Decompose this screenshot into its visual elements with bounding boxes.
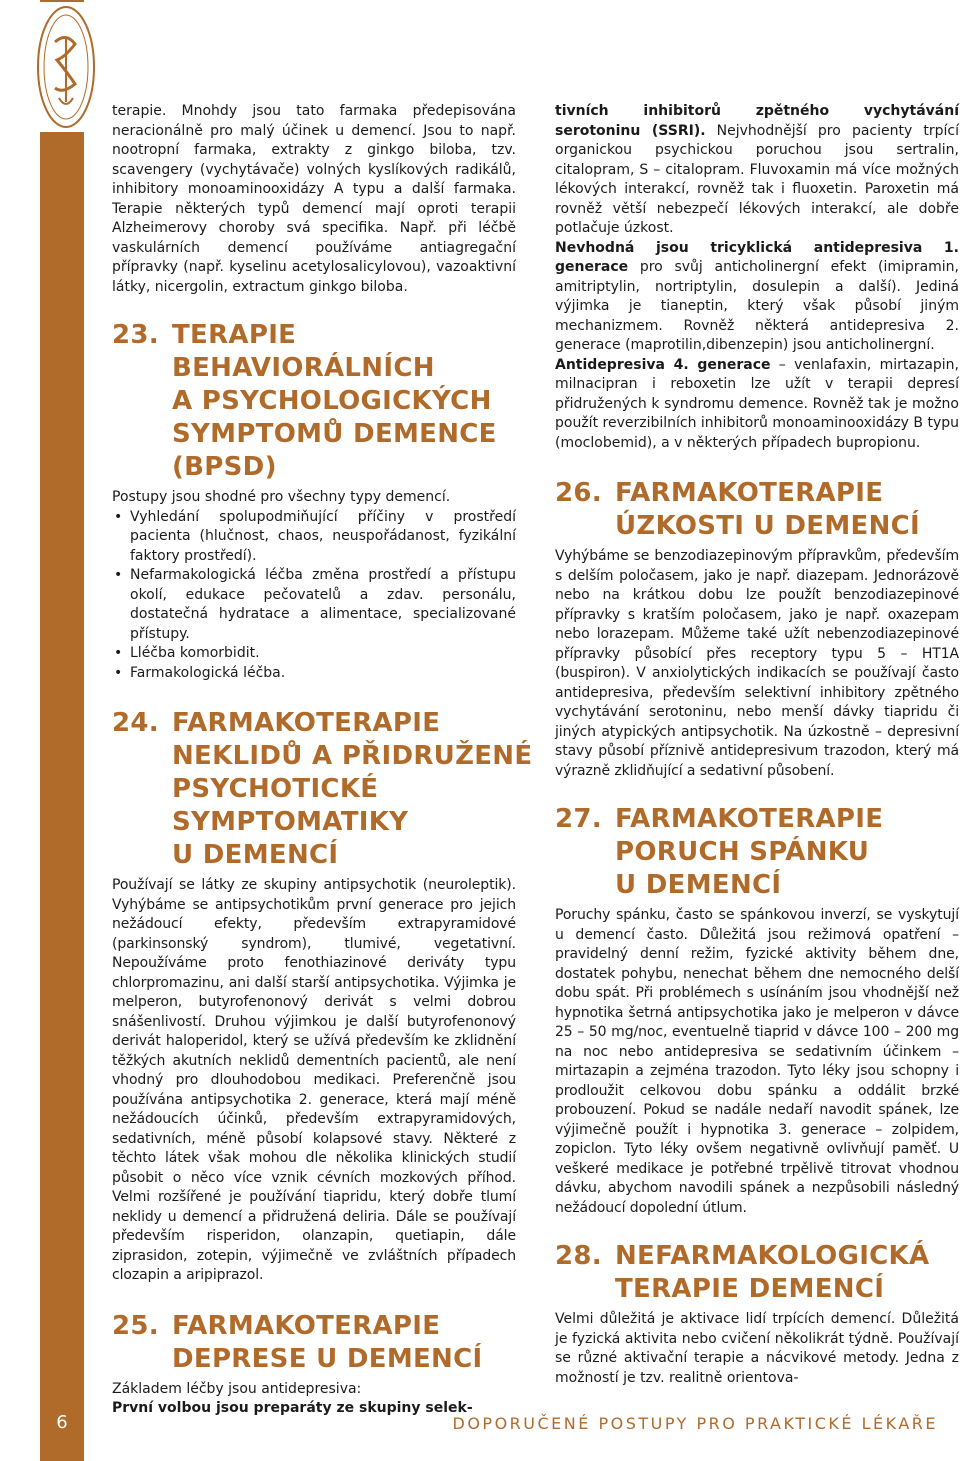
section-27-heading [555,803,959,902]
section-24-title-line: PSYCHOTICKÉ [172,774,379,804]
right-column [555,102,959,1388]
footer-title: DOPORUČENÉ POSTUPY PRO PRAKTICKÉ LÉKAŘE [452,1414,938,1433]
section-23-intro: Postupy jsou shodné pro všechny typy demencí. [112,489,451,505]
section-23-list [112,508,516,684]
ssri-paragraph [555,102,959,239]
ad4-bold: Antidepresiva 4. generace [555,356,771,373]
tca-bold: Nevhodná jsou tricyklická antidepresiva 1. generace [555,239,959,275]
list-item: • Vyhledání spolupodmiňující příčiny v prostředí pacienta (hlučnost, chaos, neuspořádanost, fyzikální faktory prostředí). [112,508,516,567]
section-24-title-line: NEKLIDŮ A PŘIDRUŽENÉ [172,741,533,771]
section-27-title-line: PORUCH SPÁNKU [615,837,870,867]
section-25-title-line: FARMAKOTERAPIE [172,1310,441,1341]
section-26-title-line: ÚZKOSTI U DEMENCÍ [615,511,920,541]
section-24-number: 24. [112,708,159,738]
section-28-heading [555,1240,959,1306]
section-23-number: 23. [112,320,159,350]
intro-paragraph: terapie. Mnohdy jsou tato farmaka předepisována neracionálně pro malý účinek u demencí. Jsou to např. nootropní farmaka, extrakty z ginkgo biloba, tzv. scavengery (vychytávače) volných kyslíkových radikálů, inhibitory monoaminooxidázy A typu a další farmaka. Terapie některých typů demencí mají oproti terapii Alzheimerovy choroby svá specifika. Např. při léčbě vaskulárních demencí používáme antiagregační přípravky (např. kyselinu acetylosalicylovou), vazoaktivní látky, nicergolin, extractum ginkgo biloba. [112,103,516,295]
section-24-title-line: FARMAKOTERAPIE [172,708,441,738]
section-26-heading [555,477,959,543]
section-24-title-line: SYMPTOMATIKY [172,807,409,837]
tca-paragraph [555,239,959,356]
section-24-heading [112,707,533,872]
section-25-title-line: DEPRESE U DEMENCÍ [172,1343,483,1374]
section-25-heading [112,1310,516,1376]
ad4-paragraph [555,356,959,454]
section-27-title-line: U DEMENCÍ [615,870,782,900]
section-23-title-line: (BPSD) [172,452,277,482]
section-28-number: 28. [555,1241,602,1271]
section-23-heading [112,319,516,484]
section-23-title-line: BEHAVIORÁLNÍCH [172,353,435,383]
section-26-title-line: FARMAKOTERAPIE [615,478,884,508]
section-28-title-line: TERAPIE DEMENCÍ [615,1274,885,1304]
list-item: • Nefarmakologická léčba změna prostředí a přístupu okolí, edukace pečovatelů a zdav. personálu, dostatečná hydratace a alimentace, specializované přístupy. [112,566,516,644]
ssri-text: Nejvhodnější pro pacienty trpící organickou psychickou poruchou jsou sertralin, citalopram, S – citalopram. Fluvoxamin má více možných lékových interakcí, rovněž tak i fluoxetin. Paroxetin má rovněž větší nebezpečí lékových interakcí, ale dobře potlačuje úzkost. [555,122,959,236]
section-25-number: 25. [112,1310,159,1341]
society-logo [35,2,97,132]
section-23-title-line: SYMPTOMŮ DEMENCE [172,419,497,449]
societas-medicinae-generalis-seal-icon [35,2,97,132]
page-number: 6 [56,1412,68,1433]
list-item: • Farmakologická léčba. [112,664,516,684]
section-23-title-line: A PSYCHOLOGICKÝCH [172,386,492,416]
section-23-title-line: TERAPIE [172,320,297,350]
section-26-text: Vyhýbáme se benzodiazepinovým přípravkům, především s delším poločasem, jako je např. diazepam. Jednorázově nebo na krátkou dobu lze použít benzodiazepinové přípravky s kratším poločasem, jako je např. oxazepam nebo lorazepam. Můžeme také užít nebenzodiazepinové přípravky působící přes receptory typu 5 – HT1A (buspiron). V anxiolytických indikacích se používají často antidepresiva, především selektivní inhibitory zpětného vychytávání serotoninu, nebo menší dávky tiapridu či jiných atypických antipsychotik. Na úzkostně – depresivní stavy působí příznivě antidepresivum trazodon, který má výrazně zklidňující a sedativní působení. [555,548,959,779]
section-28-text: Velmi důležitá je aktivace lidí trpících demencí. Důležitá je fyzická aktivita nebo cvičení několikrát týdně. Používají se různé aktivační terapie a nácvikové metody. Jedna z možností je tzv. realitně orientova- [555,1311,959,1386]
section-27-title-line: FARMAKOTERAPIE [615,804,884,834]
left-column [112,102,533,1419]
tca-text: pro svůj anticholinergní efekt (imipramin, amitriptylin, nortriptylin, dosulepin a další). Jediná výjimka je tianeptin, který však působí jiným mechanizmem. Rovněž některá antidepresiva 2. generace (maprotilin,dibenzepin) jsou anticholinergní. [555,259,959,353]
section-27-text: Poruchy spánku, často se spánkovou inverzí, se vyskytují u demencí často. Důležitá jsou režimová opatření – pravidelný denní režim, fyzické aktivity během dne, dostatek pohybu, nenechat během dne nemocného delší dobu spát. Při problémech s usínáním jsou vhodnější než hypnotika šetrná antipsychotika jako je melperon v dávce 25 – 50 mg/noc, eventuelně tiaprid v dávce 100 – 200 mg na noc nebo antidepresiva se sedativním účinkem – mirtazapin a zejména trazodon. Tyto léky jsou schopny i prodloužit celkovou dobu spánku a oddálit brzké probouzení. Pokud se nadále nedaří navodit spánek, lze výjimečně použít i hypnotika 3. generace – zolpidem, zopiclon. Tyto léky ovšem negativně ovlivňují paměť. U veškeré medikace je potřebné trpělivě titrovat vhodnou dávku, abychom navodili spánek a nezpůsobili následný nežádoucí dopolední útlum. [555,907,959,1216]
side-bar [40,0,84,1461]
section-25-bold-text: První volbou jsou preparáty ze skupiny selek- [112,1400,473,1416]
list-item: • Lléčba komorbidit. [112,644,516,664]
ssri-bold: tivních inhibitorů zpětného vychytávání serotoninu (SSRI). [555,103,959,139]
section-26-number: 26. [555,478,602,508]
section-28-title-line: NEFARMAKOLOGICKÁ [615,1241,930,1271]
ad4-text: – venlafaxin, mirtazapin, milnacipran i reboxetin lze užít v terapii depresí přidružených k syndromu demence. Rovněž tak je možno použít reverzibilních inhibitorů monoaminooxidázy B typu (moclobemid), a v některých případech bupropionu. [555,356,959,451]
section-27-number: 27. [555,804,602,834]
section-24-title-line: U DEMENCÍ [172,840,339,870]
section-25-text: Základem léčby jsou antidepresiva: [112,1380,362,1397]
section-24-text: Používají se látky ze skupiny antipsychotik (neuroleptik). Vyhýbáme se antipsychotikům první generace pro jejich nežádoucí efekty, především extrapyramidové (parkinsonský syndrom), tlumivé, vegetativní. Nepoužíváme proto fenothiazinové deriváty typu chlorpromazinu, ani další starší antipsychotika. Výjimka je melperon, butyrofenonový derivát s velmi dobrou snášenlivostí. Druhou výjimkou je další butyrofenonový derivát haloperidol, který se užívá především ke zklidnění těžkých akutních neklidů dementních pacientů, ale není vhodný pro dlouhodobou medikaci. Preferenčně jsou používána antipsychotika 2. generace, která mají méně nežádoucích účinků, především extrapyramidových, sedativních, méně působí kolapsové stavy. Některé z těchto látek však mohou dle několika klinických studií působit o něco více vznik cévních mozkových příhod. Velmi rozšířené je používání tiapridu, který dobře tlumí neklidy u demencí a přidružená deliria. Dále se používají především risperidon, olanzapin, quetiapin, dále ziprasidon, zotepin, výjimečně ve zvláštních případech clozapin a aripiprazol. [112,877,516,1283]
